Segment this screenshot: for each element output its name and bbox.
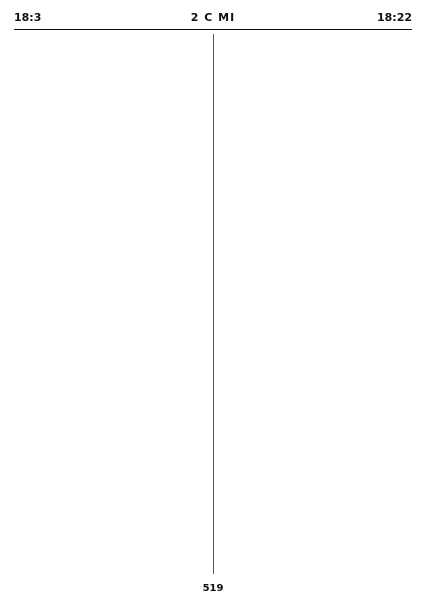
text-column-left (14, 34, 206, 574)
page-number: 519 (202, 583, 224, 594)
text-column-right (220, 34, 412, 574)
running-header (14, 9, 412, 27)
header-rule (14, 29, 412, 30)
book-title: 2 C MI (190, 11, 236, 24)
column-divider (213, 34, 214, 574)
chapter-range-end: 18:22 (376, 11, 412, 24)
chapter-range-start: 18:3 (14, 11, 42, 24)
